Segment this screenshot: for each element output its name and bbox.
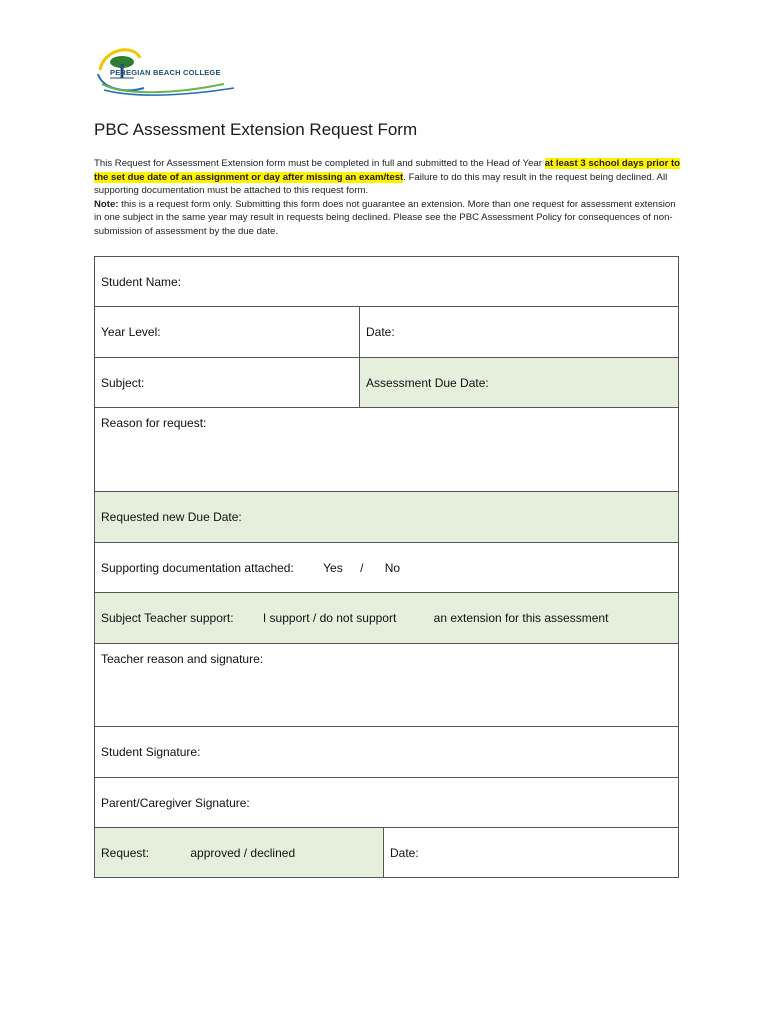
teacher-support-field [95, 593, 679, 644]
parent-signature-label: Parent/Caregiver Signature: [101, 795, 250, 810]
final-date-label: Date: [390, 845, 419, 860]
subject-field[interactable] [95, 358, 360, 408]
teacher-reason-field[interactable] [95, 644, 679, 727]
student-name-field[interactable] [95, 257, 679, 307]
teacher-support-label: Subject Teacher support: [101, 611, 234, 625]
teacher-reason-label: Teacher reason and signature: [101, 652, 264, 666]
support-options[interactable]: I support / do not support [262, 611, 397, 625]
extension-form [94, 256, 679, 878]
yes-option[interactable]: Yes [323, 560, 343, 575]
note-text: this is a request form only. Submitting this form does not guarantee an extension. More than one request for assessment extension in one subject in the same year may result in requests being declined. Please see the PBC Assessment Policy for consequences of non-submission of assessment by the due date. [94, 198, 676, 237]
note-label: Note: [94, 198, 119, 210]
request-options[interactable]: approved / declined [190, 845, 296, 860]
new-due-date-label: Requested new Due Date: [101, 510, 242, 524]
slash-separator: / [360, 560, 364, 575]
intro-text [94, 157, 684, 239]
logo-text: PEREGIAN BEACH COLLEGE [110, 68, 221, 77]
student-signature-label: Student Signature: [101, 745, 201, 759]
support-suffix: an extension for this assessment [433, 611, 609, 625]
intro-p1-end: . Failure to do this may result in the request being declined. All supporting documentation must be attached to this request form. [94, 171, 668, 197]
page-title: PBC Assessment Extension Request Form [94, 120, 418, 139]
year-level-label: Year Level: [101, 325, 161, 339]
no-option[interactable]: No [384, 560, 401, 575]
student-signature-field[interactable] [95, 727, 679, 778]
supporting-docs-field [95, 543, 679, 593]
intro-highlight: at least 3 school days prior to the set due date of an assignment or day after missing an exam/test [94, 158, 681, 183]
assessment-due-date-field[interactable] [360, 358, 679, 408]
reason-field[interactable] [95, 408, 679, 492]
date-field[interactable] [360, 307, 679, 358]
supporting-docs-label: Supporting documentation attached: [101, 560, 294, 575]
year-level-field[interactable] [95, 307, 360, 358]
subject-label: Subject: [101, 375, 145, 390]
request-field [95, 828, 384, 878]
date-label: Date: [366, 325, 395, 339]
intro-p1-start: This Request for Assessment Extension form must be completed in full and submitted to the Head of Year [94, 158, 545, 169]
reason-label: Reason for request: [101, 416, 207, 430]
assessment-due-date-label: Assessment Due Date: [366, 375, 489, 390]
parent-signature-field[interactable] [95, 778, 679, 828]
request-label: Request: [101, 845, 150, 860]
final-date-field[interactable] [384, 828, 679, 878]
student-name-label: Student Name: [101, 274, 182, 289]
new-due-date-field[interactable] [95, 492, 679, 543]
